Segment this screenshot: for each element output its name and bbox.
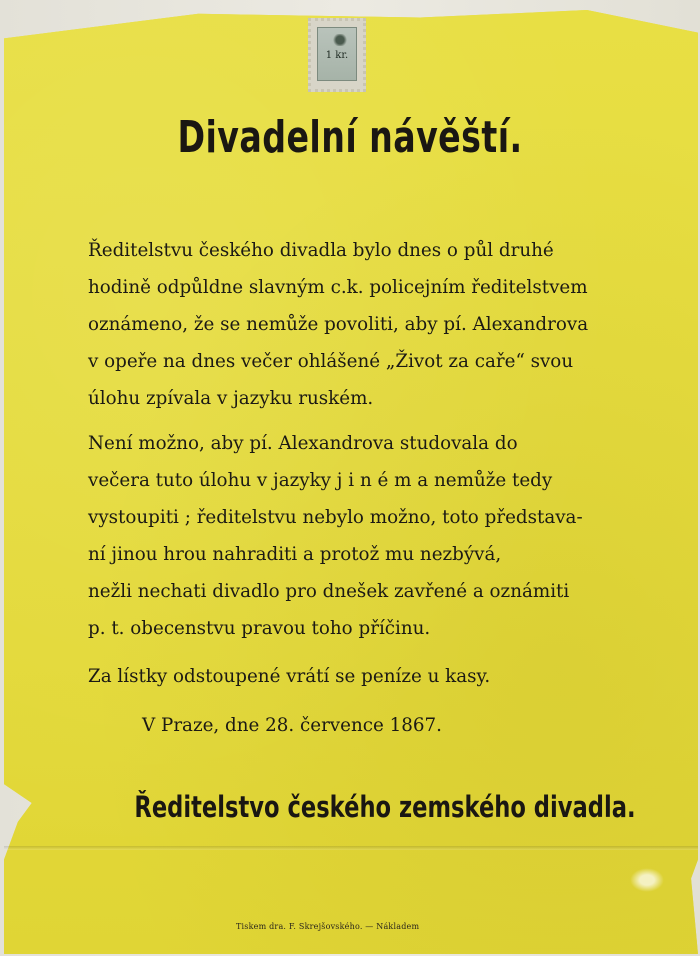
text-line: Není možno, aby pí. Alexandrova studovala do: [88, 433, 518, 454]
stamp-face: [317, 27, 357, 81]
date-line: V Praze, dne 28. července 1867.: [142, 715, 442, 736]
printer-imprint: Tiskem dra. F. Skrejšovského. — Nákladem: [236, 922, 420, 931]
paragraph-announcement: [88, 232, 640, 417]
text-line: úlohu zpívala v jazyku ruském.: [88, 388, 374, 409]
paper-fold: [4, 846, 698, 850]
eagle-icon: [332, 34, 348, 46]
paragraph-refund: [88, 658, 640, 695]
text-line: ní jinou hrou nahraditi a protož mu nezbývá,: [88, 544, 502, 565]
text-line: Ředitelstvu českého divadla bylo dnes o půl druhé: [88, 240, 554, 261]
text-line: v opeře na dnes večer ohlášené „Život za caře“ svou: [88, 351, 574, 372]
text-line: Za lístky odstoupené vrátí se peníze u kasy.: [88, 666, 491, 687]
text-line: hodině odpůldne slavným c.k. policejním ředitelstvem: [88, 277, 588, 298]
signature-line: Ředitelstvo českého zemského divadla.: [134, 790, 636, 824]
poster-headline: Divadelní návěští.: [177, 112, 523, 163]
stamp-value: 1 kr.: [325, 50, 349, 61]
revenue-stamp: [308, 18, 366, 92]
paragraph-explanation: [88, 425, 640, 647]
text-line: večera tuto úlohu v jazyky j i n é m a nemůže tedy: [88, 470, 553, 491]
text-line: vystoupiti ; ředitelstvu nebylo možno, toto představa-: [88, 507, 583, 528]
text-line: oznámeno, že se nemůže povoliti, aby pí. Alexandrova: [88, 314, 589, 335]
text-line: p. t. obecenstvu pravou toho příčinu.: [88, 618, 431, 639]
paper-damage: [630, 868, 664, 892]
text-line: nežli nechati divadlo pro dnešek zavřené a oznámiti: [88, 581, 570, 602]
